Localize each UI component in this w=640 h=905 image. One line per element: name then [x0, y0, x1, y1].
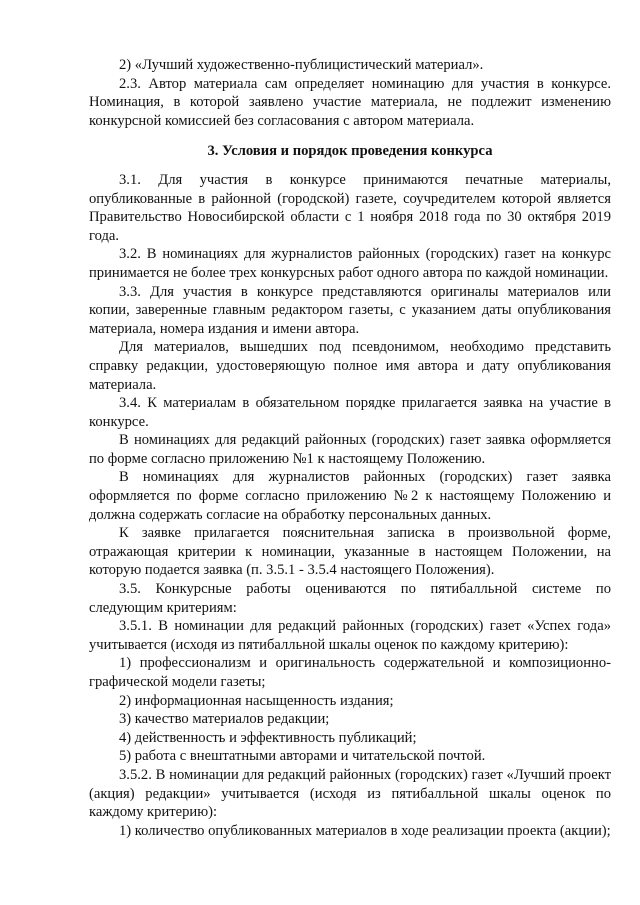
- document-page: [89, 56, 611, 840]
- paragraph-application-editorial: В номинациях для редакций районных (городских) газет заявка оформляется по форме согласно приложению №1 к настоящему Положению.: [89, 432, 611, 467]
- paragraph-3-5-2: 3.5.2. В номинации для редакций районных (городских) газет «Лучший проект (акция) редакции» учитывается (исходя из пятибалльной шкалы оценок по каждому критерию):: [89, 766, 611, 821]
- paragraph-3-5-1: 3.5.1. В номинации для редакций районных (городских) газет «Успех года» учитывается (исходя из пятибалльной шкалы оценок по каждому критерию):: [89, 618, 611, 653]
- list-item-criterion-5: 5) работа с внештатными авторами и читательской почтой.: [119, 748, 486, 765]
- paragraph-3-5: 3.5. Конкурсные работы оцениваются по пятибалльной системе по следующим критериям:: [89, 581, 611, 616]
- paragraph-3-2: 3.2. В номинациях для журналистов районных (городских) газет на конкурс принимается не более трех конкурсных работ одного автора по каждой номинации.: [89, 246, 611, 281]
- paragraph-nomination-2: 2) «Лучший художественно-публицистический материал».: [119, 57, 484, 73]
- section-title: 3. Условия и порядок проведения конкурса: [207, 143, 493, 160]
- paragraph-3-3: 3.3. Для участия в конкурсе представляются оригиналы материалов или копии, заверенные главным редактором газеты, с указанием даты опубликования материала, номера издания и имени автора.: [89, 283, 611, 337]
- list-item-project-criterion-1: 1) количество опубликованных материалов в ходе реализации проекта (акции);: [119, 822, 611, 839]
- list-item-criterion-2: 2) информационная насыщенность издания;: [119, 692, 394, 709]
- paragraph-2-3: 2.3. Автор материала сам определяет номинацию для участия в конкурсе. Номинация, в которой заявлено участие материала, не подлежит изменению конкурсной комиссией без согласования с автором материала.: [89, 75, 611, 129]
- paragraph-application-journalists: В номинациях для журналистов районных (городских) газет заявка оформляется по форме согласно приложению №2 к настоящему Положению и должна содержать согласие на обработку персональных данных.: [89, 469, 611, 523]
- list-item-criterion-3: 3) качество материалов редакции;: [119, 711, 330, 728]
- paragraph-3-1: 3.1. Для участия в конкурсе принимаются печатные материалы, опубликованные в районной (городской) газете, соучредителем которой является Правительство Новосибирской области с 1 ноября 2018 года по 30 октября 2019 года.: [89, 171, 611, 244]
- list-item-criterion-1: 1) профессионализм и оригинальность содержательной и композиционно-графической модели газеты;: [89, 655, 611, 690]
- paragraph-explanatory-note: К заявке прилагается пояснительная записка в произвольной форме, отражающая критерии к номинации, указанные в настоящем Положении, на которую подается заявка (п. 3.5.1 - 3.5.4 настоящего Положения).: [89, 525, 611, 579]
- paragraph-3-4: 3.4. К материалам в обязательном порядке прилагается заявка на участие в конкурсе.: [89, 395, 611, 430]
- paragraph-pseudonym: Для материалов, вышедших под псевдонимом, необходимо представить справку редакции, удостоверяющую полное имя автора и дату опубликования материала.: [89, 339, 611, 393]
- list-item-criterion-4: 4) действенность и эффективность публикаций;: [119, 729, 417, 746]
